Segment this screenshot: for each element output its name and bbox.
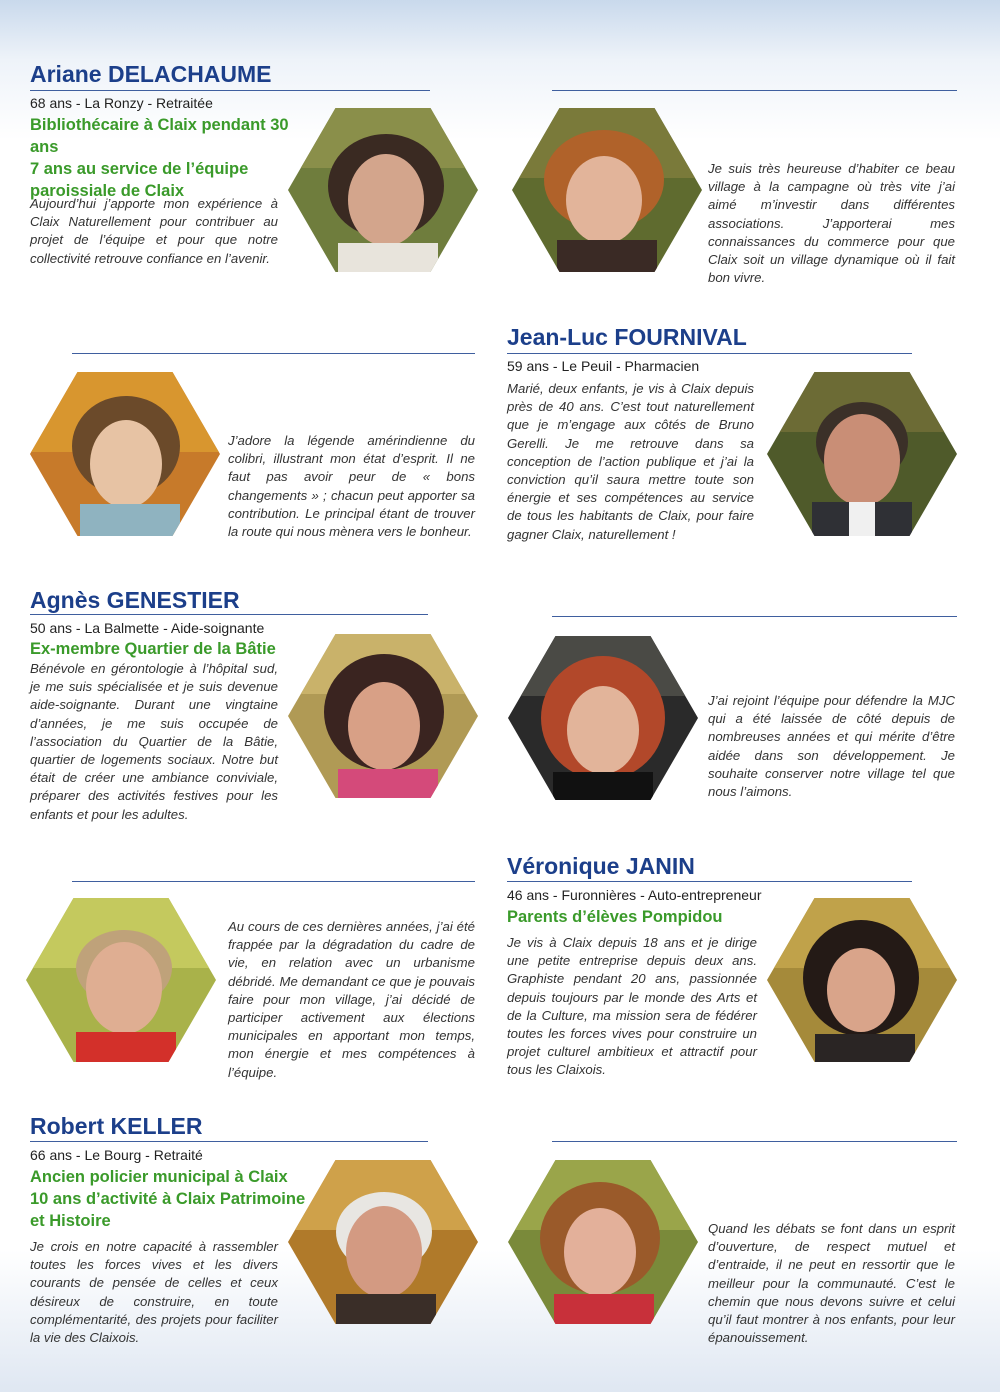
divider xyxy=(507,881,912,882)
candidate-meta: 50 ans - La Balmette - Aide-soignante xyxy=(30,620,265,636)
candidate-name: Ariane DELACHAUME xyxy=(30,61,272,87)
candidate-roles: Parents d’élèves Pompidou xyxy=(507,908,723,926)
portrait-photo xyxy=(512,108,702,272)
candidate-meta: 68 ans - La Ronzy - Retraitée xyxy=(30,95,213,111)
candidate-name: Véronique JANIN xyxy=(507,853,695,879)
candidate-description: Je suis très heureuse d’habiter ce beau village à la campagne où très vite j’ai aimé m’investir dans différentes associations. J’apporterai mes connaissances du commerce pour que Claix soit un village dynamique où il fait bon vivre. xyxy=(708,161,955,286)
divider xyxy=(552,616,957,617)
portrait-photo xyxy=(508,1160,698,1324)
divider xyxy=(72,881,475,882)
divider xyxy=(507,353,912,354)
candidate-name: Agnès GENESTIER xyxy=(30,587,240,613)
candidate-name: Jean-Luc FOURNIVAL xyxy=(507,324,747,350)
candidate-meta: 66 ans - Le Bourg - Retraité xyxy=(30,1147,203,1163)
divider xyxy=(30,90,430,91)
candidate-description: Au cours de ces dernières années, j’ai été frappée par la dégradation du cadre de vie, en relation avec un urbanisme débridé. Me demandant ce que je pouvais faire pour mon village, j’ai décidé de participer activement aux élections municipales en apportant mon temps, mon énergie et mes compétences à l’équipe. xyxy=(228,919,475,1080)
candidate-description: Je vis à Claix depuis 18 ans et je dirige une petite entreprise depuis deux ans. Graphiste pendant 20 ans, passionnée depuis toujours par le monde des Arts et de la Culture, ma mission sera de fédérer toutes les forces vives pour construire un projet culturel ambitieux et attractif pour tous les Claixois. xyxy=(507,935,757,1078)
divider xyxy=(552,90,957,91)
portrait-photo xyxy=(767,372,957,536)
candidate-description: Je crois en notre capacité à rassembler toutes les forces vives et les divers courants de pensée de celles et ceux désireux de construire, en toute complémentarité, des projets pour faciliter la vie des Claixois. xyxy=(30,1239,278,1346)
portrait-photo xyxy=(30,372,220,536)
candidate-description: Bénévole en gérontologie à l’hôpital sud, je me suis spécialisée et je suis devenue aide-soignante. Durant une vingtaine d’années, je me suis occupée de l’association du Quartier de la Bâtie, quartier de logements sociaux. Notre but était de créer une ambiance conviviale, préparer des activités festives pour les enfants et pour les adultes. xyxy=(30,661,278,822)
portrait-photo xyxy=(26,898,216,1062)
candidate-roles: Bibliothécaire à Claix pendant 30 ans 7 ans au service de l’équipe paroissiale de Claix xyxy=(30,116,289,200)
candidate-meta: 59 ans - Le Peuil - Pharmacien xyxy=(507,358,700,374)
portrait-photo xyxy=(508,636,698,800)
candidate-name: Robert KELLER xyxy=(30,1113,203,1139)
divider xyxy=(72,353,475,354)
divider xyxy=(30,614,428,615)
candidate-meta: 46 ans - Furonnières - Auto-entrepreneur xyxy=(507,887,762,903)
candidate-description: J’adore la légende amérindienne du colibri, illustrant mon état d’esprit. Il ne faut pas avoir peur de « bons changements » ; chacun peut apporter sa contribution. Le principal étant de trouver la route qui nous mènera vers le bonheur. xyxy=(228,433,475,540)
candidate-description: J’ai rejoint l’équipe pour défendre la MJC qui a été laissée de côté depuis de nombreuses années et qui mérite d’être aidée dans son développement. Je souhaite conserver notre village tel que nous l’aimons. xyxy=(708,693,955,800)
candidate-roles: Ex-membre Quartier de la Bâtie xyxy=(30,640,276,658)
candidate-roles: Ancien policier municipal à Claix 10 ans d’activité à Claix Patrimoine et Histoire xyxy=(30,1168,306,1230)
divider xyxy=(30,1141,428,1142)
candidate-description: Marié, deux enfants, je vis à Claix depuis près de 40 ans. C’est tout naturellement que je m’engage aux côtés de Bruno Gerelli. Je me retrouve dans sa conception de l’action publique et j’ai la conviction qu’il saura mettre toute son énergie et ses compétences au service de tous les habitants de Claix, pour faire gagner Claix, naturellement ! xyxy=(507,381,754,542)
divider xyxy=(552,1141,957,1142)
candidate-description: Aujourd’hui j’apporte mon expérience à Claix Naturellement pour contribuer au projet de l’équipe et pour que notre collectivité retrouve confiance en l’avenir. xyxy=(30,196,278,266)
candidate-description: Quand les débats se font dans un esprit d’ouverture, de respect mutuel et d’entraide, il ne peut en ressortir que le meilleur pour la communauté. C’est le chemin que nous devons suivre et celui qu’il faut montrer à nos enfants, pour leur épanouissement. xyxy=(708,1221,955,1346)
